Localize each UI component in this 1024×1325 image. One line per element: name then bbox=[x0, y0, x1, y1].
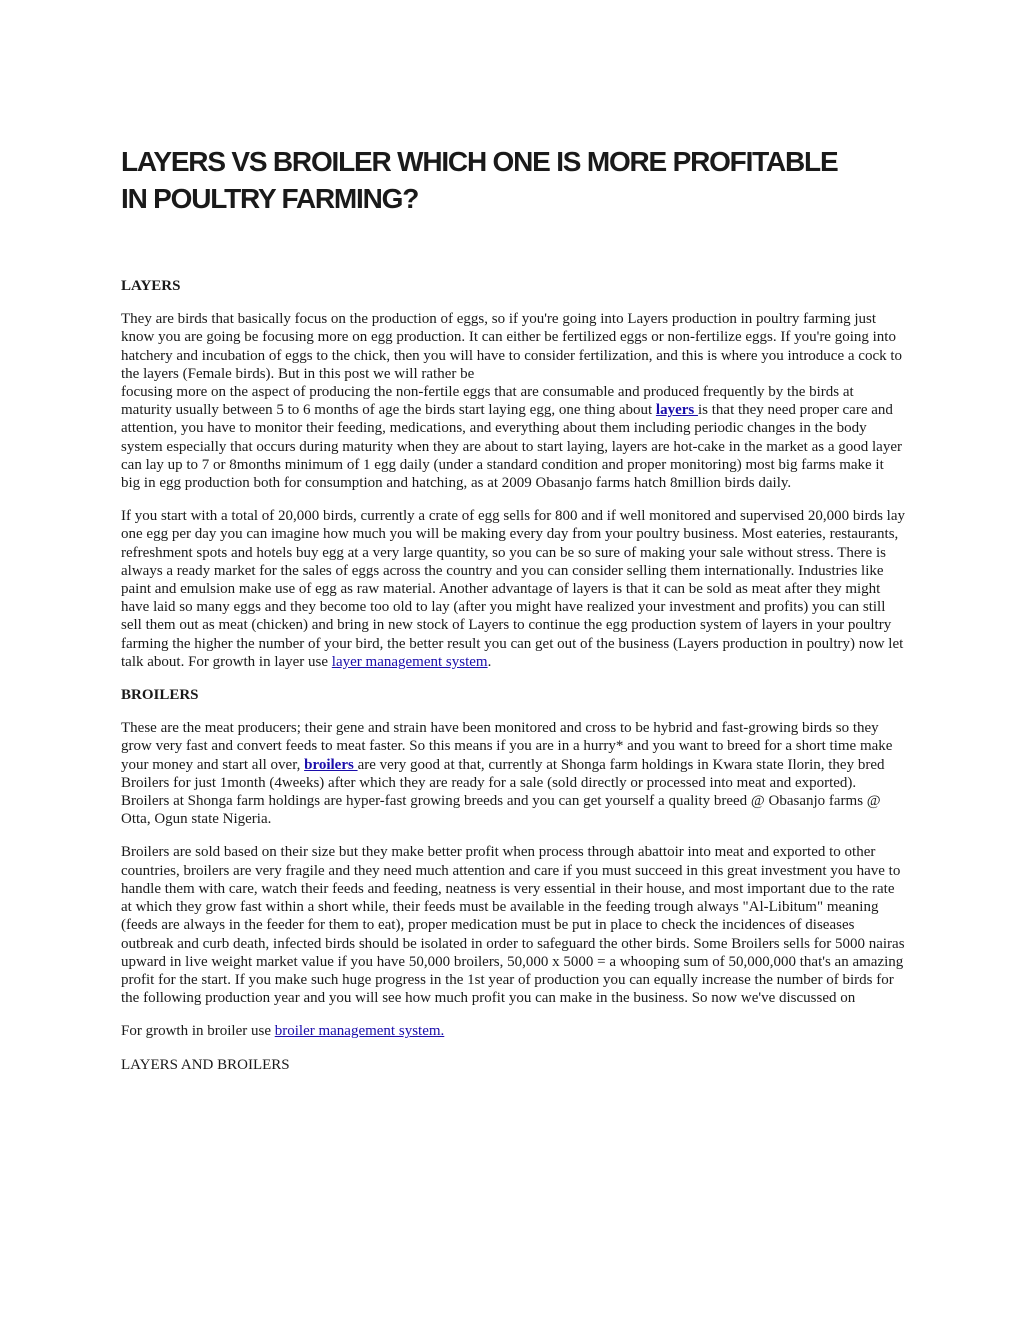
layers-p1-part1: They are birds that basically focus on the production of eggs, so if you're going into Layers production in poultry farming just know you are going be focusing more on egg production. It can either be fertilized eggs or non-fertilize eggs. If you're going into hatchery and incubation of eggs to the chick, then you will have to consider fertilization, and this is where you introduce a cock to the layers (Female birds). But in this post we will rather be bbox=[121, 311, 903, 382]
layers-paragraph-2 bbox=[121, 507, 906, 671]
broiler-growth-line bbox=[121, 1022, 906, 1040]
layers-p2-end: . bbox=[487, 653, 492, 670]
broiler-management-link[interactable]: broiler management system. bbox=[274, 1023, 445, 1040]
layers-p2-text: If you start with a total of 20,000 birds, currently a crate of egg sells for 800 and if well monitored and supervised 20,000 birds lay one egg per day you can imagine how much you will be making every day from your poultry business. Most eateries, restaurants, refreshment spots and hotels buy egg at a very large quantity, so you can be so sure of making your sale without stress. There is always a ready market for the sales of eggs across the country and you can consider selling them internationally. Industries like paint and emulsion make use of egg as raw material. Another advantage of layers is that it can be sold as meat after they might have laid so many eggs and they become too old to lay (after you might have realized your investment and profits) you can still sell them out as meat (chicken) and bring in new stock of Layers to continue the egg production system of layers in your poultry farming the higher the number of your bird, the better result you can get out of the business (Layers production in poultry) now let talk about. For growth in layer use bbox=[121, 508, 905, 670]
broilers-p1-b: are very good at that, currently at Shonga farm holdings in Kwara state Ilorin, they bred Broilers for just 1month (4weeks) after which they are ready for a sale (sold directly or processed into meat and exported). Broilers at Shonga farm holdings are hyper-fast growing breeds and you can get yourself a quality breed @ Obasanjo farms @ Otta, Ogun state Nigeria. bbox=[121, 756, 885, 828]
layers-link[interactable]: layers bbox=[655, 402, 698, 419]
layers-p1-part2b: is that they need proper care and attention, you have to monitor their feeding, medications, and everything about them including periodic changes in the body system especially that occurs during maturity when they are about to start laying, layers are hot-cake in the market as a good layer can lay up to 7 or 8months minimum of 1 egg daily (under a standard condition and proper monitoring) most big farms make it big in egg production both for consumption and hatching, as at 2009 Obasanjo farms hatch 8million birds daily. bbox=[121, 402, 902, 492]
article-body bbox=[121, 277, 906, 1089]
layers-heading: LAYERS bbox=[121, 278, 181, 294]
broiler-growth-text: For growth in broiler use bbox=[121, 1023, 275, 1040]
broilers-p1-a: These are the meat producers; their gene and strain have been monitored and cross to be hybrid and fast-growing birds so they grow very fast and convert feeds to meat faster. So this means if you are in a hurry* and you want to breed for a short time make your money and start all over, bbox=[121, 720, 893, 773]
layer-management-link[interactable]: layer management system bbox=[331, 653, 488, 670]
layers-paragraph-1 bbox=[121, 310, 906, 492]
layers-and-broilers-line: LAYERS AND BROILERS bbox=[121, 1056, 290, 1073]
broilers-paragraph-1 bbox=[121, 719, 906, 828]
layers-p1-part2a: focusing more on the aspect of producing the non-fertile eggs that are consumable and produced frequently by the birds at maturity usually between 5 to 6 months of age the birds start laying egg, one thing about bbox=[121, 384, 854, 419]
page-title: LAYERS VS BROILER WHICH ONE IS MORE PROFITABLE IN POULTRY FARMING? bbox=[121, 146, 838, 214]
broilers-link[interactable]: broilers bbox=[304, 756, 358, 773]
broilers-paragraph-2: Broilers are sold based on their size but they make better profit when process through abattoir into meat and exported to other countries, broilers are very fragile and they need much attention and care if you must succeed in this great investment you have to handle them with care, watch their feeds and feeding, neatness is very essential in their house, and most important due to the rate at which they grow fast within a short while, their feeds must be available in the feeding trough always "Al-Libitum" meaning (feeds are always in the feeder for them to eat), proper medication must be put in place to check the incidences of diseases outbreak and curb death, infected birds should be isolated in order to safeguard the other birds. Some Broilers sells for 5000 nairas upward in live weight market value if you have 50,000 broilers, 50,000 x 5000 = a whooping sum of 50,000,000 that's an amazing profit for the start. If you make such huge progress in the 1st year of production you can equally increase the number of birds for the following production year and you will see how much profit you can make in the business. So now we've discussed on bbox=[121, 844, 905, 1007]
broilers-heading: BROILERS bbox=[121, 687, 199, 704]
